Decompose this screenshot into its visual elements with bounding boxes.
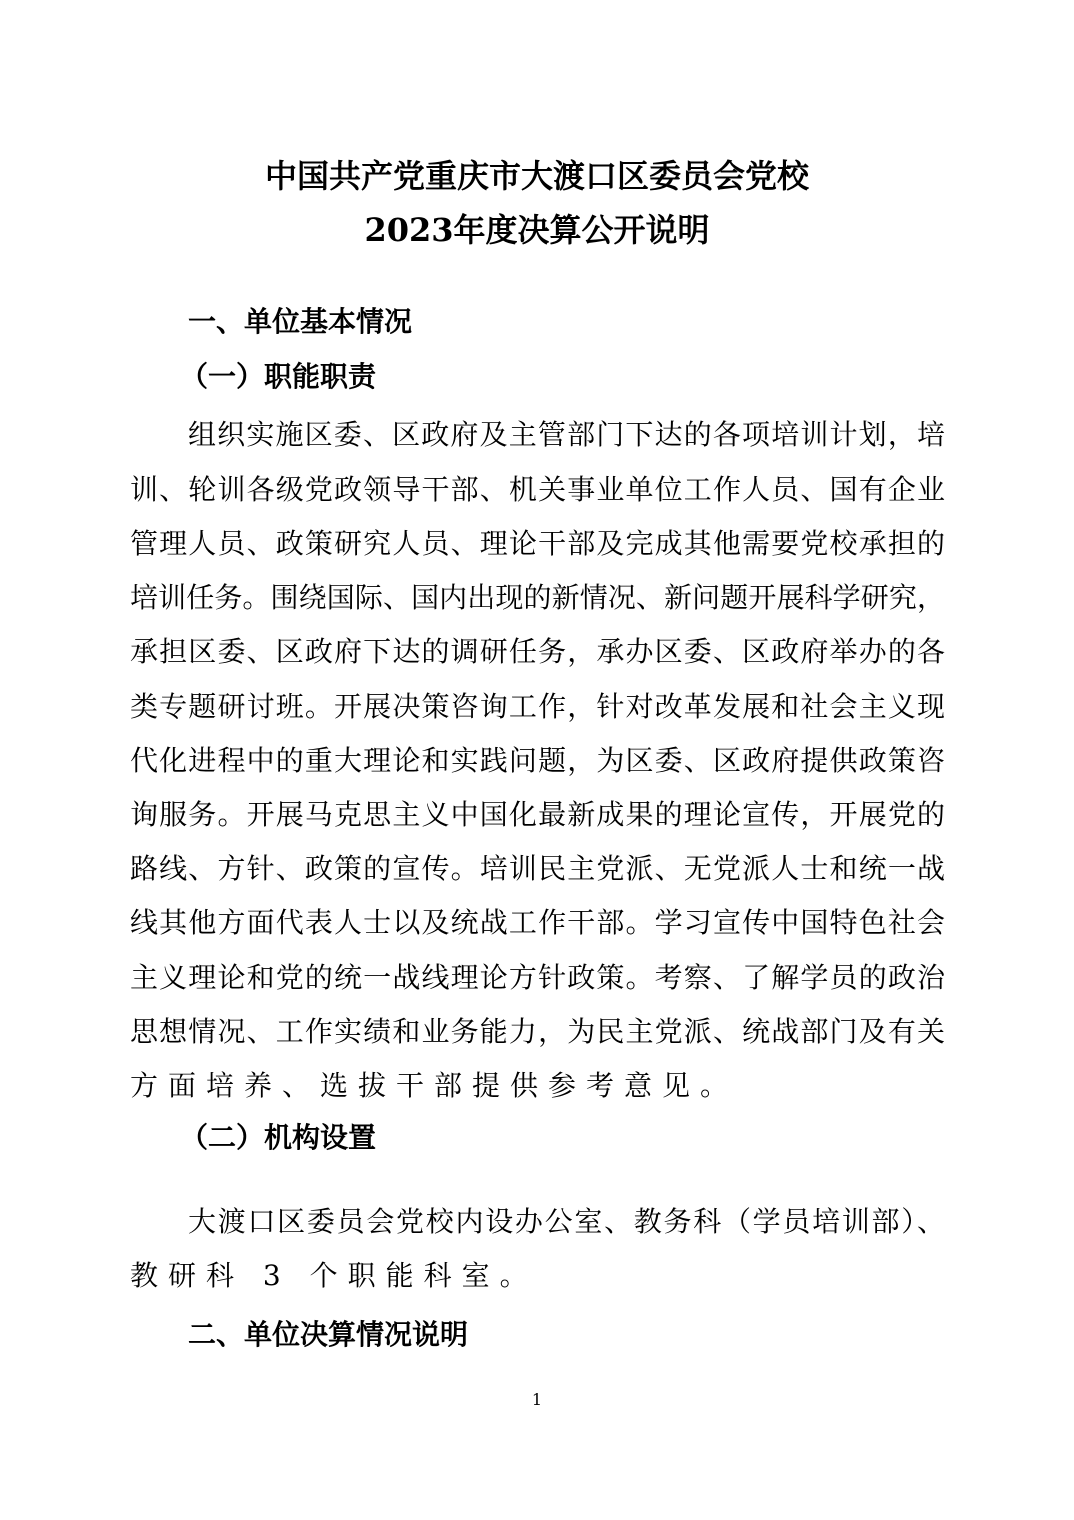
paragraph-line: 组织实施区委、区政府及主管部门下达的各项培训计划，培: [188, 418, 945, 451]
paragraph-line: 培训任务。围绕国际、国内出现的新情况、新问题开展科学研究，: [130, 581, 945, 614]
paragraph-line: 管理人员、政策研究人员、理论干部及完成其他需要党校承担的: [130, 527, 945, 560]
document-title-line2: 2023年度决算公开说明: [364, 211, 710, 249]
document-title-line1: 中国共产党重庆市大渡口区委员会党校: [264, 157, 809, 195]
paragraph-line: 路线、方针、政策的宣传。培训民主党派、无党派人士和统一战: [130, 852, 945, 885]
paragraph-line: 大渡口区委员会党校内设办公室、教务科（学员培训部）、: [188, 1205, 945, 1238]
paragraph-line: 询服务。开展马克思主义中国化最新成果的理论宣传，开展党的: [130, 798, 945, 831]
subsection-heading-duties: （一）职能职责: [180, 360, 377, 393]
paragraph-line: 线其他方面代表人士以及统战工作干部。学习宣传中国特色社会: [130, 906, 945, 939]
paragraph-line: 类专题研讨班。开展决策咨询工作，针对改革发展和社会主义现: [130, 690, 945, 723]
paragraph-line: 思想情况、工作实绩和业务能力，为民主党派、统战部门及有关: [130, 1015, 945, 1048]
paragraph-line: 主义理论和党的统一战线理论方针政策。考察、了解学员的政治: [130, 961, 945, 994]
paragraph-line: 方面培养、选拔干部提供参考意见。: [130, 1069, 739, 1102]
paragraph-line: 训、轮训各级党政领导干部、机关事业单位工作人员、国有企业: [130, 473, 945, 506]
paragraph-line: 代化进程中的重大理论和实践问题，为区委、区政府提供政策咨: [130, 744, 945, 777]
page-number: 1: [531, 1390, 543, 1409]
section-heading-final-accounts: 二、单位决算情况说明: [188, 1318, 469, 1351]
paragraph-line: 教研科 3 个职能科室。: [130, 1259, 538, 1292]
subsection-heading-organization: （二）机构设置: [180, 1121, 377, 1154]
section-heading-basic-info: 一、单位基本情况: [188, 305, 413, 338]
paragraph-line: 承担区委、区政府下达的调研任务，承办区委、区政府举办的各: [130, 635, 945, 668]
